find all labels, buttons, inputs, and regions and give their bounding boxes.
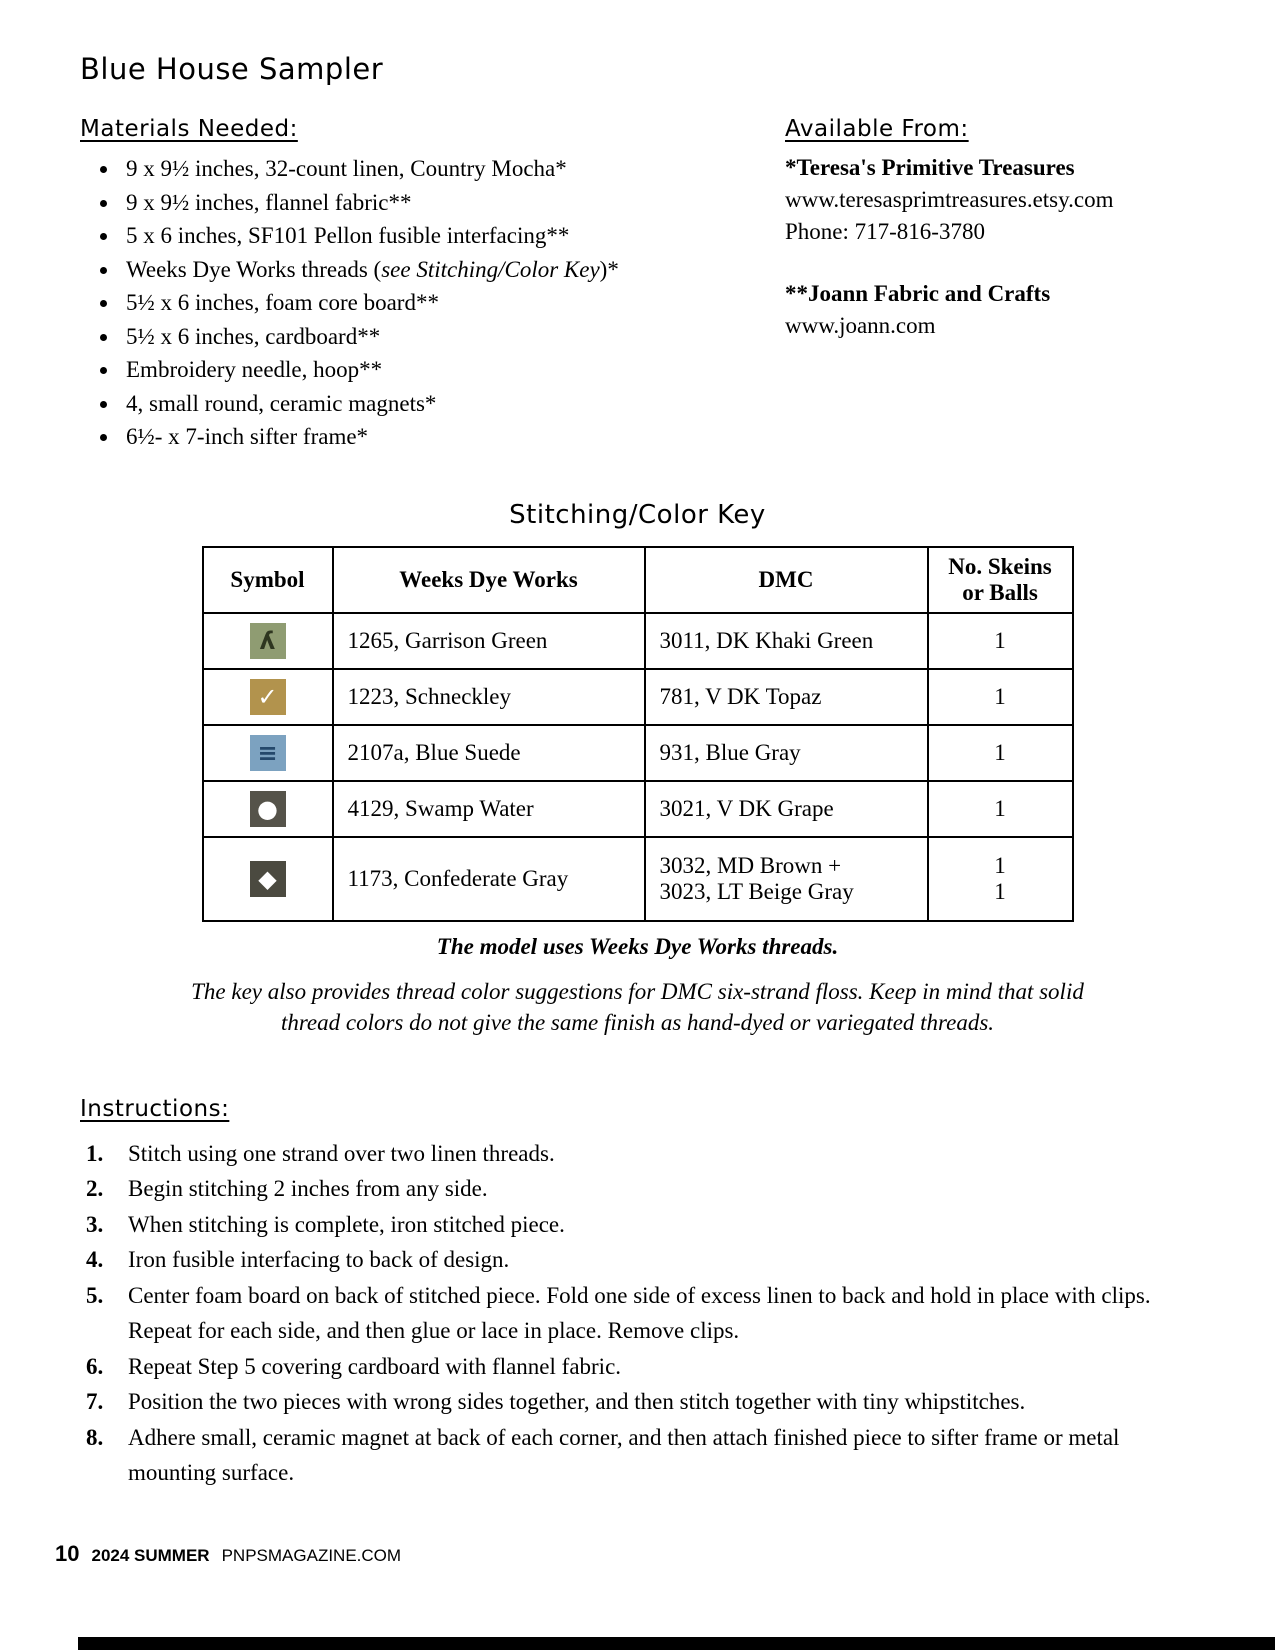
symbol-swatch: ʎ — [250, 623, 286, 659]
symbol-swatch: ● — [250, 791, 286, 827]
wdw-cell: 1223, Schneckley — [333, 669, 645, 725]
column-header-skeins: No. Skeins or Balls — [928, 547, 1073, 613]
color-key-row — [203, 669, 1073, 725]
skeins-cell: 1 1 — [928, 837, 1073, 921]
material-item: • 5½ x 6 inches, cardboard** — [120, 320, 785, 354]
instructions-heading: Instructions: — [80, 1095, 230, 1122]
vendor-entry — [785, 278, 1195, 342]
dmc-cell: 3011, DK Khaki Green — [645, 613, 928, 669]
material-item: • Embroidery needle, hoop** — [120, 353, 785, 387]
color-key-row — [203, 613, 1073, 669]
wdw-cell: 2107a, Blue Suede — [333, 725, 645, 781]
materials-list — [80, 152, 785, 454]
vendor-url: www.teresasprimtreasures.etsy.com — [785, 187, 1114, 212]
instruction-step: Begin stitching 2 inches from any side. — [128, 1176, 488, 1201]
material-item: • 6½- x 7-inch sifter frame* — [120, 420, 785, 454]
vendor-name: *Teresa's Primitive Treasures — [785, 155, 1075, 180]
key-note: The key also provides thread color suggestions for DMC six-strand floss. Keep in mind that solid thread colors do not give the same finish as hand-dyed or variegated threads. — [191, 978, 1084, 1035]
wdw-cell: 1173, Confederate Gray — [333, 837, 645, 921]
dmc-cell: 781, V DK Topaz — [645, 669, 928, 725]
footer-page-number: 10 — [55, 1541, 80, 1566]
color-key-heading: Stitching/Color Key — [509, 499, 766, 530]
color-key-row — [203, 837, 1073, 921]
wdw-cell: 4129, Swamp Water — [333, 781, 645, 837]
material-item: • Weeks Dye Works threads (see Stitching/Color Key)* — [120, 253, 785, 287]
skeins-cell: 1 — [928, 725, 1073, 781]
instructions-section — [80, 1096, 1195, 1491]
material-item: • 5 x 6 inches, SF101 Pellon fusible interfacing** — [120, 219, 785, 253]
material-item: • 9 x 9½ inches, flannel fabric** — [120, 186, 785, 220]
page-footer — [55, 1541, 401, 1567]
skeins-cell: 1 — [928, 669, 1073, 725]
dmc-cell: 3021, V DK Grape — [645, 781, 928, 837]
color-key-header-row — [203, 547, 1073, 613]
material-item: • 9 x 9½ inches, 32-count linen, Country Mocha* — [120, 152, 785, 186]
page-title: Blue House Sampler — [80, 52, 384, 86]
instruction-step: When stitching is complete, iron stitched piece. — [128, 1211, 565, 1237]
materials-section — [80, 116, 785, 454]
vendor-entry — [785, 152, 1195, 248]
footer-bar — [78, 1637, 1275, 1650]
available-heading: Available From: — [785, 116, 969, 142]
instructions-list — [80, 1136, 1195, 1491]
column-header-symbol: Symbol — [203, 547, 333, 613]
footer-site: PNPSMAGAZINE.COM — [221, 1546, 402, 1565]
skeins-cell: 1 — [928, 781, 1073, 837]
top-columns — [80, 116, 1195, 454]
vendor-phone: Phone: 717-816-3780 — [785, 219, 985, 244]
color-key-row — [203, 725, 1073, 781]
materials-heading: Materials Needed: — [80, 116, 298, 142]
symbol-swatch: ≡ — [250, 735, 286, 771]
symbol-swatch: ✓ — [250, 679, 286, 715]
material-item: • 4, small round, ceramic magnets* — [120, 387, 785, 421]
symbol-swatch: ◆ — [250, 861, 286, 897]
instruction-step: Repeat Step 5 covering cardboard with flannel fabric. — [128, 1353, 622, 1379]
dmc-cell: 931, Blue Gray — [645, 725, 928, 781]
vendor-url: www.joann.com — [785, 313, 936, 338]
wdw-cell: 1265, Garrison Green — [333, 613, 645, 669]
available-from-section — [785, 116, 1195, 372]
footer-issue: 2024 SUMMER — [91, 1546, 210, 1565]
instruction-step: Adhere small, ceramic magnet at back of each corner, and then attach finished piece to sifter frame or metal mounting surface. — [128, 1424, 1120, 1485]
skeins-cell: 1 — [928, 613, 1073, 669]
instruction-step: Stitch using one strand over two linen threads. — [128, 1140, 555, 1166]
dmc-cell: 3032, MD Brown + 3023, LT Beige Gray — [645, 837, 928, 921]
color-key-row — [203, 781, 1073, 837]
color-key-table — [202, 546, 1074, 922]
column-header-dmc: DMC — [645, 547, 928, 613]
instruction-step: Iron fusible interfacing to back of design. — [128, 1247, 510, 1272]
vendor-name: **Joann Fabric and Crafts — [785, 281, 1051, 306]
model-caption: The model uses Weeks Dye Works threads. — [436, 933, 839, 959]
material-item: • 5½ x 6 inches, foam core board** — [120, 286, 785, 320]
column-header-wdw: Weeks Dye Works — [333, 547, 645, 613]
instruction-step: Center foam board on back of stitched piece. Fold one side of excess linen to back and hold in place with clips. Repeat for each side, and then glue or lace in place. Remove clips. — [128, 1282, 1151, 1343]
instruction-step: Position the two pieces with wrong sides together, and then stitch together with tiny whipstitches. — [128, 1389, 1026, 1414]
